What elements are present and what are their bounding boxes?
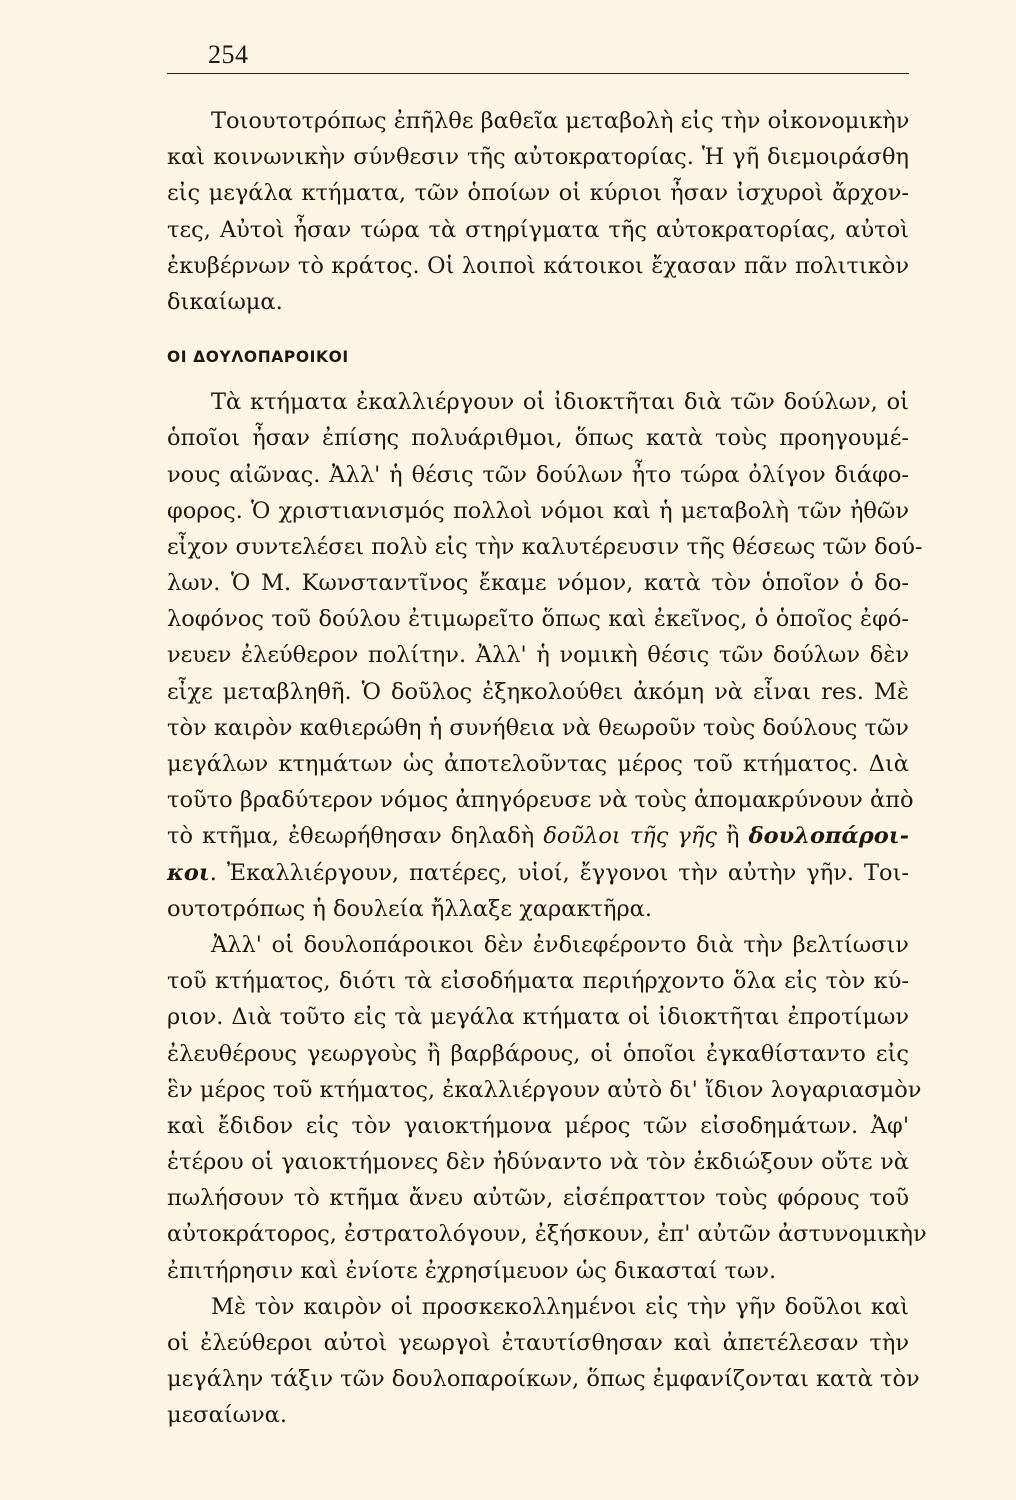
text-run: τὸ κτῆμα, ἐθεωρήθησαν δηλαδὴ: [167, 823, 544, 850]
text-line: αὐτοκράτορος, ἐστρατολόγουν, ἐξήσκουν, ἐπ' αὐτῶν ἀστυνομικὴν: [167, 1221, 927, 1248]
text-line: ουτοτρόπως ἡ δουλεία ἤλλαξε χαρακτῆρα.: [167, 895, 653, 922]
text-line: ἓν μέρος τοῦ κτήματος, ἐκαλλιέργουν αὐτὸ δι' ἴδιον λογαριασμὸν: [167, 1076, 922, 1103]
text-line: ἑτέρου οἱ γαιοκτήμονες δὲν ἠδύναντο νὰ τὸν ἐκδιώξουν οὔτε νὰ: [167, 1149, 909, 1176]
text-line: Ἀλλ' οἱ δουλοπάροικοι δὲν ἐνδιεφέροντο διὰ τὴν βελτίωσιν: [211, 931, 909, 958]
section-heading: ΟΙ ΔΟΥΛΟΠΑΡΟΙΚΟΙ: [167, 348, 349, 367]
text-line: τοῦτο βραδύτερον νόμος ἀπηγόρευσε νὰ τοὺς ἀπομακρύνουν ἀπὸ: [167, 787, 914, 814]
key-term: δουλοπάροι-: [748, 823, 909, 850]
text-run: . Ἐκαλλιέργουν, πατέρες, υἱοί, ἔγγονοι τὴν αὐτὴν γῆν. Τοι-: [209, 859, 909, 886]
paragraph-2: [167, 384, 923, 927]
text-line: φορος. Ὁ χριστιανισμός πολλοὶ νόμοι καὶ ἡ μεταβολὴ τῶν ἠθῶν: [167, 497, 909, 524]
paragraph-1: [167, 103, 909, 320]
text-line: νους αἰῶνας. Ἀλλ' ἡ θέσις τῶν δούλων ἦτο τώρα ὀλίγον διάφο-: [167, 461, 909, 488]
paragraph-3: [167, 927, 927, 1289]
text-line: καὶ ἔδιδον εἰς τὸν γαιοκτήμονα μέρος τῶν εἰσοδημάτων. Ἀφ': [167, 1112, 909, 1139]
text-line: καὶ κοινωνικὴν σύνθεσιν τῆς αὐτοκρατορίας. Ἡ γῆ διεμοιράσθη: [167, 144, 909, 171]
text-line: τες, Αὐτοὶ ἦσαν τώρα τὰ στηρίγματα τῆς αὐτοκρατορίας, αὐτοὶ: [167, 216, 909, 243]
text-line: Τοιουτοτρόπως ἐπῆλθε βαθεῖα μεταβολὴ εἰς τὴν οἰκονομικὴν: [211, 108, 910, 134]
text-line: μεσαίωνα.: [167, 1402, 288, 1429]
text-line: λοφόνος τοῦ δούλου ἐτιμωρεῖτο ὅπως καὶ ἐκεῖνος, ὁ ὁποῖος ἐφό-: [167, 606, 909, 633]
text-line: ἐλευθέρους γεωργοὺς ἢ βαρβάρους, οἱ ὁποῖοι ἐγκαθίσταντο εἰς: [167, 1040, 909, 1067]
text-line: τοῦ κτήματος, διότι τὰ εἰσοδήματα περιήρχοντο ὅλα εἰς τὸν κύ-: [167, 968, 909, 995]
paragraph-4: [167, 1289, 920, 1434]
page-number: 254: [208, 40, 249, 69]
body-text: [167, 103, 927, 1434]
text-line: εἶχε μεταβληθῆ. Ὁ δοῦλος ἐξηκολούθει ἀκόμη νὰ εἶναι res. Μὲ: [167, 678, 909, 705]
header-rule: [167, 73, 909, 74]
text-line: οἱ ἐλεύθεροι αὐτοὶ γεωργοὶ ἐταυτίσθησαν καὶ ἀπετέλεσαν τὴν: [167, 1330, 909, 1356]
text-line: μεγάλην τάξιν τῶν δουλοπαροίκων, ὅπως ἐμφανίζονται κατὰ τὸν: [167, 1366, 920, 1393]
text-line: νευεν ἐλεύθερον πολίτην. Ἀλλ' ἡ νομικὴ θέσις τῶν δούλων δὲν: [167, 642, 909, 669]
text-line: μεγάλων κτημάτων ὡς ἀποτελοῦντας μέρος τοῦ κτήματος. Διὰ: [167, 751, 909, 777]
text-line: εἰς μεγάλα κτήματα, τῶν ὁποίων οἱ κύριοι ἦσαν ἰσχυροὶ ἄρχον-: [167, 180, 909, 207]
text-line: ἐκυβέρνων τὸ κράτος. Οἱ λοιποὶ κάτοικοι ἔχασαν πᾶν πολιτικὸν: [167, 252, 909, 279]
key-term: κοι: [167, 859, 210, 886]
text-line: [167, 818, 909, 854]
text-line: Τὰ κτήματα ἐκαλλιέργουν οἱ ἰδιοκτῆται διὰ τῶν δούλων, οἱ: [211, 389, 909, 416]
text-line: πωλήσουν τὸ κτῆμα ἄνευ αὐτῶν, εἰσέπραττον τοὺς φόρους τοῦ: [167, 1185, 909, 1212]
text-line: [167, 855, 909, 891]
text-line: ὁποῖοι ἦσαν ἐπίσης πολυάριθμοι, ὅπως κατὰ τοὺς προηγουμέ-: [167, 425, 909, 452]
text-line: τὸν καιρὸν καθιερώθη ἡ συνήθεια νὰ θεωροῦν τοὺς δούλους τῶν: [167, 714, 909, 741]
emphasis-text: δοῦλοι τῆς γῆς: [543, 823, 717, 850]
text-line: Μὲ τὸν καιρὸν οἱ προσκεκολλημένοι εἰς τὴν γῆν δοῦλοι καὶ: [211, 1293, 909, 1320]
text-line: ἐπιτήρησιν καὶ ἐνίοτε ἐχρησίμευον ὡς δικασταί των.: [167, 1257, 777, 1284]
text-run: ἢ: [716, 823, 749, 850]
text-line: εἶχον συντελέσει πολὺ εἰς τὴν καλυτέρευσιν τῆς θέσεως τῶν δού-: [167, 533, 923, 560]
text-line: δικαίωμα.: [167, 288, 283, 315]
text-line: λων. Ὁ Μ. Κωνσταντῖνος ἔκαμε νόμον, κατὰ τὸν ὁποῖον ὁ δο-: [167, 570, 909, 597]
text-line: ριον. Διὰ τοῦτο εἰς τὰ μεγάλα κτήματα οἱ ἰδιοκτῆται ἐπροτίμων: [167, 1004, 909, 1031]
